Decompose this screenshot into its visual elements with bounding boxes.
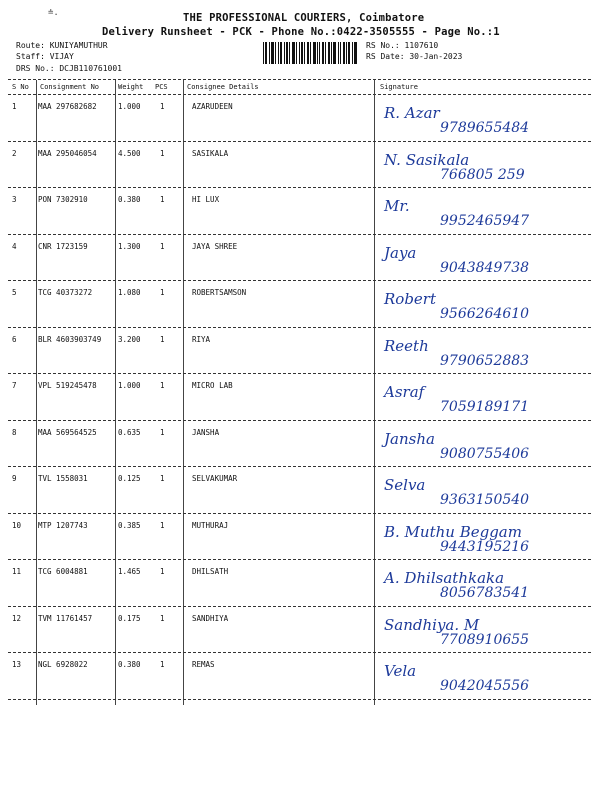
signature-name: Vela xyxy=(384,662,417,680)
row-sno: 8 xyxy=(12,427,17,437)
row-consignment: MAA 569564525 xyxy=(38,427,97,437)
row-consignee: MUTHURAJ xyxy=(192,520,229,530)
row-consignment: TVM 11761457 xyxy=(38,613,93,623)
row-sno: 1 xyxy=(12,102,17,111)
row-separator xyxy=(8,234,591,235)
signature-phone: 9789655484 xyxy=(440,120,530,136)
signature-phone: 7059189171 xyxy=(440,399,530,415)
row-weight: 0.380 xyxy=(118,195,141,204)
corner-mark: ≐. xyxy=(48,8,59,18)
row-separator xyxy=(8,652,591,653)
row-separator xyxy=(8,466,591,467)
row-sno: 7 xyxy=(12,381,17,390)
signature-phone: 9443195216 xyxy=(440,538,530,555)
rs-date: RS Date: 30-Jan-2023 xyxy=(366,52,463,61)
row-consignee: SASIKALA xyxy=(192,148,229,158)
row-consignment: TVL 1558031 xyxy=(38,474,88,483)
row-consignee: HI LUX xyxy=(192,195,220,204)
signature-phone: 9363150540 xyxy=(440,492,530,508)
row-consignment: BLR 4603903749 xyxy=(38,334,102,344)
row-sno: 6 xyxy=(12,334,17,344)
row-sno: 5 xyxy=(12,288,17,297)
row-weight: 0.380 xyxy=(118,660,141,669)
header-bottom-rule xyxy=(8,94,591,95)
signature-name: Reeth xyxy=(384,336,429,355)
signature-name: Robert xyxy=(384,290,437,308)
row-sno: 4 xyxy=(12,241,17,251)
row-pcs: 1 xyxy=(160,102,165,111)
signature-phone: 766805 259 xyxy=(440,166,525,183)
runsheet-subtitle: Delivery Runsheet - PCK - Phone No.:0422-3505555 - Page No.:1 xyxy=(102,26,500,38)
row-consignment: NGL 6928022 xyxy=(38,660,88,669)
row-pcs: 1 xyxy=(160,427,165,437)
signature-phone: 9042045556 xyxy=(440,678,530,694)
col-sno: S No xyxy=(12,83,29,91)
barcode-icon xyxy=(262,42,360,64)
row-consignee: DHILSATH xyxy=(192,567,229,576)
row-weight: 1.465 xyxy=(118,567,141,576)
col-signature: Signature xyxy=(380,83,418,91)
row-sno: 13 xyxy=(12,660,22,669)
row-pcs: 1 xyxy=(160,195,165,204)
col-pcs: PCS xyxy=(155,83,168,91)
row-weight: 1.300 xyxy=(118,241,141,251)
row-separator xyxy=(8,559,591,560)
row-pcs: 1 xyxy=(160,613,165,623)
row-separator xyxy=(8,420,591,421)
row-separator xyxy=(8,280,591,281)
route-label: Route: KUNIYAMUTHUR xyxy=(16,41,108,50)
col-divider xyxy=(183,80,184,705)
row-weight: 4.500 xyxy=(118,148,141,158)
company-title: THE PROFESSIONAL COURIERS, Coimbatore xyxy=(183,12,425,24)
row-weight: 0.175 xyxy=(118,613,141,623)
col-consignee: Consignee Details xyxy=(187,83,259,91)
row-consignee: SELVAKUMAR xyxy=(192,474,238,483)
col-divider xyxy=(36,80,37,705)
row-separator xyxy=(8,373,591,374)
signature-name: B. Muthu Beggam xyxy=(384,522,522,541)
row-consignment: VPL 519245478 xyxy=(38,381,97,390)
col-weight: Weight xyxy=(118,83,144,91)
signature-name: Sandhiya. M xyxy=(384,615,480,634)
signature-name: Asraf xyxy=(384,383,425,401)
col-divider xyxy=(374,80,375,705)
signature-name: R. Azar xyxy=(384,104,440,122)
row-separator xyxy=(8,606,591,607)
table-top-rule xyxy=(8,79,591,80)
signature-name: Mr. xyxy=(384,197,410,215)
row-separator xyxy=(8,141,591,142)
row-consignment: MAA 295046054 xyxy=(38,148,97,158)
signature-name: N. Sasikala xyxy=(384,150,470,169)
signature-phone: 8056783541 xyxy=(440,585,530,601)
signature-phone: 9790652883 xyxy=(440,352,530,369)
row-consignment: PON 7302910 xyxy=(38,195,88,204)
row-consignee: RIYA xyxy=(192,334,211,344)
row-weight: 0.635 xyxy=(118,427,141,437)
row-consignment: MTP 1207743 xyxy=(38,520,88,530)
row-consignee: AZARUDEEN xyxy=(192,102,233,111)
row-consignee: JANSHA xyxy=(192,427,220,437)
signature-name: Jaya xyxy=(384,243,417,262)
drs-number: DRS No.: DCJB110761001 xyxy=(16,64,122,73)
signature-phone: 9043849738 xyxy=(440,259,530,276)
row-separator xyxy=(8,187,591,188)
row-sno: 10 xyxy=(12,520,22,530)
row-sno: 11 xyxy=(12,567,22,576)
row-separator xyxy=(8,699,591,700)
row-sno: 12 xyxy=(12,613,22,623)
row-pcs: 1 xyxy=(160,474,165,483)
row-pcs: 1 xyxy=(160,334,165,344)
row-pcs: 1 xyxy=(160,660,165,669)
row-weight: 1.000 xyxy=(118,381,141,390)
signature-name: Selva xyxy=(384,476,426,494)
row-weight: 1.000 xyxy=(118,102,141,111)
row-weight: 3.200 xyxy=(118,334,141,344)
row-consignee: SANDHIYA xyxy=(192,613,229,623)
staff-label: Staff: VIJAY xyxy=(16,52,74,61)
row-sno: 2 xyxy=(12,148,17,158)
row-pcs: 1 xyxy=(160,567,165,576)
row-weight: 0.125 xyxy=(118,474,141,483)
col-consignment: Consignment No xyxy=(40,83,100,91)
row-weight: 0.385 xyxy=(118,520,141,530)
rs-number: RS No.: 1107610 xyxy=(366,41,439,50)
row-consignment: CNR 1723159 xyxy=(38,241,88,251)
signature-phone: 7708910655 xyxy=(440,631,530,648)
row-sno: 9 xyxy=(12,474,17,483)
row-pcs: 1 xyxy=(160,148,165,158)
row-weight: 1.080 xyxy=(118,288,141,297)
row-pcs: 1 xyxy=(160,288,165,297)
row-consignment: MAA 297682682 xyxy=(38,102,97,111)
row-separator xyxy=(8,513,591,514)
row-consignment: TCG 6004881 xyxy=(38,567,88,576)
row-consignee: MICRO LAB xyxy=(192,381,233,390)
signature-name: Jansha xyxy=(384,429,435,448)
row-consignee: REMAS xyxy=(192,660,215,669)
row-pcs: 1 xyxy=(160,241,165,251)
row-consignment: TCG 40373272 xyxy=(38,288,93,297)
signature-phone: 9566264610 xyxy=(440,306,530,322)
row-pcs: 1 xyxy=(160,520,165,530)
col-divider xyxy=(115,80,116,705)
row-consignee: JAYA SHREE xyxy=(192,241,238,251)
signature-phone: 9952465947 xyxy=(440,213,530,229)
row-pcs: 1 xyxy=(160,381,165,390)
row-separator xyxy=(8,327,591,328)
row-sno: 3 xyxy=(12,195,17,204)
row-consignee: ROBERTSAMSON xyxy=(192,288,247,297)
signature-name: A. Dhilsathkaka xyxy=(384,569,505,587)
signature-phone: 9080755406 xyxy=(440,445,530,462)
